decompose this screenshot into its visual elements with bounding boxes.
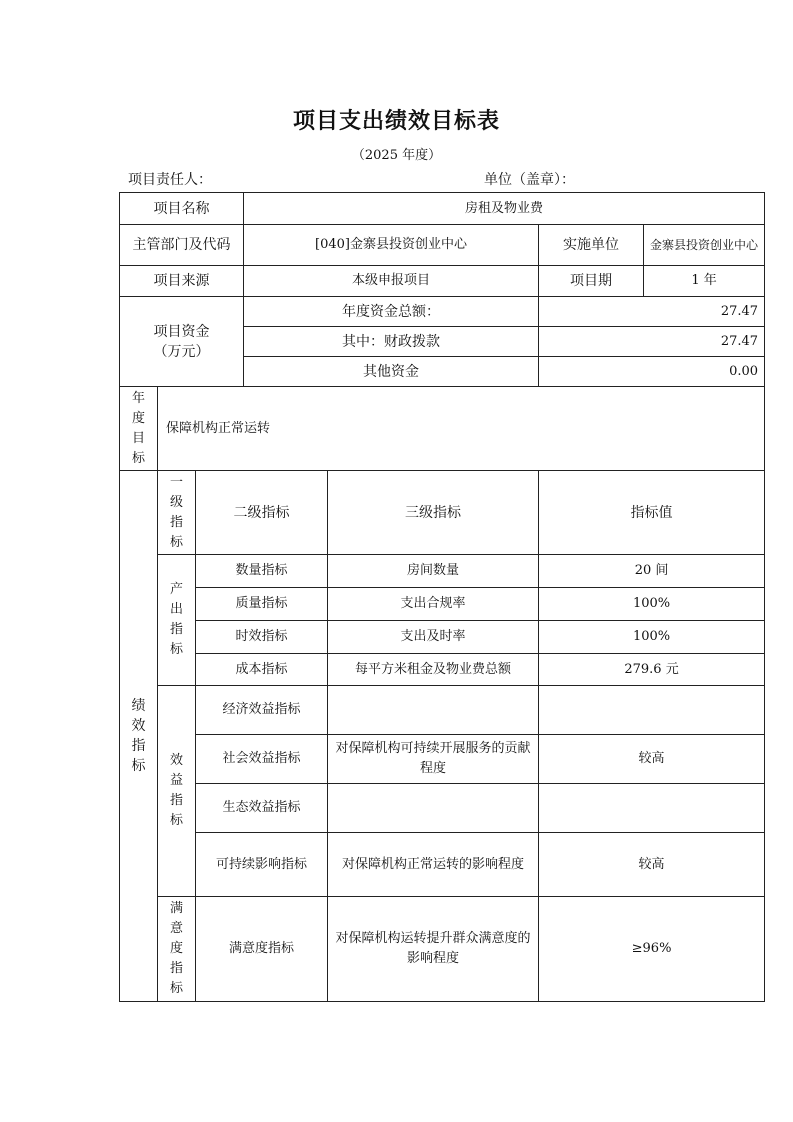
benefit-indicator-char: 指 [169,793,183,808]
level3-header: 三级指标 [328,471,539,555]
period-label: 项目期 [539,266,644,297]
funds-label-line2: （万元） [153,343,210,360]
level3-cell: 房间数量 [328,555,539,588]
year-label: （2025 年度） [351,148,442,163]
level1-header-char: 标 [169,534,183,550]
output-indicator-label [158,555,196,686]
source-row [120,266,765,297]
level3-cell: 支出合规率 [328,588,539,621]
table-row [120,654,765,686]
level2-cell: 数量指标 [196,555,328,588]
value-cell: 20 间 [539,555,765,588]
annual-goal-row [120,387,765,471]
level2-cell: 可持续影响指标 [196,833,328,897]
implementing-unit-label: 实施单位 [539,225,644,266]
performance-indicator-char: 标 [131,758,146,774]
table-row [120,588,765,621]
benefit-indicator-char: 标 [169,813,183,828]
level3-cell [328,784,539,833]
level3-cell [328,686,539,735]
value-cell: 100% [539,588,765,621]
value-header: 指标值 [539,471,765,555]
satisfaction-indicator-char: 满 [169,901,183,916]
value-cell [539,686,765,735]
level3-cell: 对保障机构正常运转的影响程度 [328,833,539,897]
level2-cell: 生态效益指标 [196,784,328,833]
level3-cell: 每平方米租金及物业费总额 [328,654,539,686]
project-name-value: 房租及物业费 [244,193,765,225]
benefit-indicator-label [158,686,196,897]
benefit-indicator-char: 益 [169,773,183,788]
level1-header-char: 指 [169,514,183,530]
performance-indicator-char: 指 [131,738,146,754]
table-row [120,555,765,588]
funds-label [120,297,244,387]
level3-cell: 支出及时率 [328,621,539,654]
level3-cell: 对保障机构可持续开展服务的贡献程度 [328,735,539,784]
level2-cell: 经济效益指标 [196,686,328,735]
source-label: 项目来源 [120,266,244,297]
value-cell [539,784,765,833]
level1-header-char: 一 [169,474,183,490]
level1-header-char: 级 [169,494,183,510]
output-indicator-char: 指 [169,622,183,637]
value-cell: ≥96% [539,897,765,1002]
value-cell: 较高 [539,735,765,784]
funds-other-label: 其他资金 [244,357,539,387]
value-cell: 100% [539,621,765,654]
satisfaction-indicator-char: 意 [169,921,183,936]
performance-target-table [119,192,765,1002]
indicator-header-row [120,471,765,555]
funds-fiscal-label: 其中：财政拨款 [244,327,539,357]
satisfaction-indicator-char: 指 [169,961,183,976]
annual-goal-label-char: 标 [131,450,145,466]
department-label: 主管部门及代码 [120,225,244,266]
funds-fiscal-value: 27.47 [539,327,765,357]
annual-goal-text: 保障机构正常运转 [158,387,765,471]
funds-total-row [120,297,765,327]
table-row [120,621,765,654]
value-cell: 279.6 元 [539,654,765,686]
page-title: 项目支出绩效目标表 [292,108,500,134]
table-row [120,897,765,1002]
project-name-row [120,193,765,225]
satisfaction-indicator-label [158,897,196,1002]
source-value: 本级申报项目 [244,266,539,297]
output-indicator-char: 产 [169,582,183,597]
output-indicator-char: 出 [169,602,183,617]
annual-goal-label-char: 年 [131,390,145,406]
satisfaction-indicator-char: 标 [169,981,183,996]
level1-header [158,471,196,555]
department-value: [040]金寨县投资创业中心 [244,225,539,266]
period-value: 1 年 [644,266,765,297]
output-indicator-char: 标 [169,642,183,657]
benefit-indicator-char: 效 [169,753,183,768]
level2-cell: 时效指标 [196,621,328,654]
annual-goal-label [120,387,158,471]
level3-cell: 对保障机构运转提升群众满意度的影响程度 [328,897,539,1002]
performance-indicator-label [120,471,158,1002]
funds-other-value: 0.00 [539,357,765,387]
satisfaction-indicator-char: 度 [169,941,183,956]
funds-total-label: 年度资金总额： [244,297,539,327]
value-cell: 较高 [539,833,765,897]
responsible-label: 项目责任人： [128,172,212,188]
table-row [120,686,765,735]
funds-total-value: 27.47 [539,297,765,327]
table-row [120,735,765,784]
performance-indicator-char: 绩 [131,698,146,714]
table-row [120,833,765,897]
level2-header: 二级指标 [196,471,328,555]
annual-goal-label-char: 目 [131,430,145,446]
department-row [120,225,765,266]
level2-cell: 社会效益指标 [196,735,328,784]
annual-goal-label-char: 度 [131,410,145,426]
implementing-unit-value: 金寨县投资创业中心 [644,225,765,266]
table-row [120,784,765,833]
performance-indicator-char: 效 [131,718,146,734]
project-name-label: 项目名称 [120,193,244,225]
level2-cell: 成本指标 [196,654,328,686]
level2-cell: 质量指标 [196,588,328,621]
unit-stamp-label: 单位（盖章）： [484,172,575,188]
funds-label-line1: 项目资金 [153,323,210,340]
level2-cell: 满意度指标 [196,897,328,1002]
